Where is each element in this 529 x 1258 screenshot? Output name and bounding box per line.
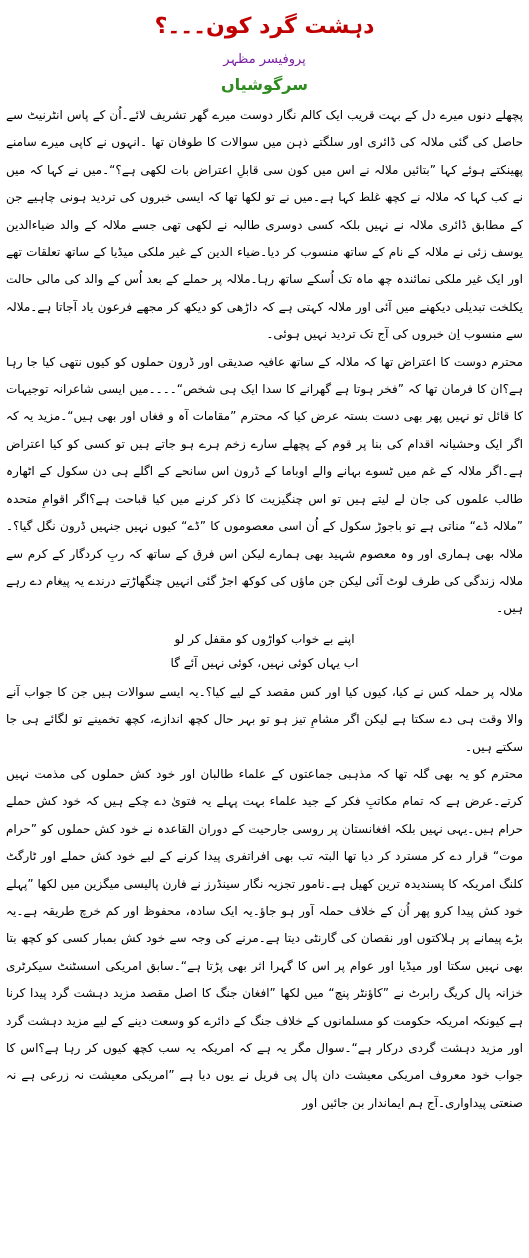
article-paragraph-2: محترم دوست کا اعتراض تھا کہ ملالہ کے ساتھ عافیہ صدیقی اور ڈرون حملوں کو کیوں نتھی کیا جا رہا ہے؟ان کا فرمان تھا کہ ”فخر ہوتا ہے گھرانے کا سدا ایک ہی شخص“۔۔۔۔میں ایسی شاعرانہ توجیہات کا قائل تو نہیں پھر بھی دست بستہ عرض کیا کہ محترم ”مقامات آہ و فغاں اور بھی ہیں“۔مزید یہ کہ اگر ایک وحشیانہ اقدام کی بنا پر قوم کے پچھلے سارے زخم ہرے ہو جاتے ہیں تو کسی کو کیا اعتراض ہے۔اگر ملالہ کے غم میں ٹسوے بہانے والے اوباما کے ڈرون اس سانحے کے اگلے ہی دن سکول کے اٹھارہ طالب علموں کی جان لے لیتے ہیں تو اس چنگیزیت کا ذکر کرنے میں کیا قباحت ہے؟اگر اقوامِ متحدہ ”ملالہ ڈے“ مناتی ہے تو باجوڑ سکول کے اُن اسی معصوموں کا ”ڈے“ کیوں نہیں جنہیں ڈرون نگل گیا؟۔ملالہ بھی ہماری اور وہ معصوم شہید بھی ہمارے لیکن اس فرق کے ساتھ کہ ربِ کردگار کے کرم سے ملالہ زندگی کی طرف لوٹ آئی لیکن جن ماؤں کی کوکھ اجڑ گئی انہیں چنگھاڑتے درندے یہ پیغام دے رہے ہیں۔ bbox=[6, 354, 523, 616]
poem-line-1: اپنے بے خواب کواڑوں کو مقفل کر لو bbox=[174, 631, 355, 646]
article-paragraph-1: پچھلے دنوں میرے دل کے بہت قریب ایک کالم نگار دوست میرے گھر تشریف لائے۔اُن کے پاس انٹرنیٹ سے حاصل کی گئی ملالہ کی ڈائری اور سلگتے ذہن میں سوالات کا طوفان تھا ۔انہوں نے کاپی میرے سامنے پھینکتے ہوئے کہا ”بتائیں ملالہ نے اس میں کون سی قابلِ اعتراض بات لکھی ہے؟“۔میں نے کہا کہ میں نے کب کہا کہ ملالہ نے کچھ غلط کہا ہے۔میں نے تو لکھا تھا کہ ایسی خبروں کی تردید ہونی چاہیے جن کے مطابق ڈائری ملالہ نے نہیں بلکہ کسی دوسری طالبہ نے لکھی تھی جسے ملالہ کے والد ضیاءالدین یوسف زئی نے ملالہ کے نام کے ساتھ منسوب کر دیا۔ضیاء الدین کے غیر ملکی میڈیا کے ساتھ تعلقات تھے اور ایک غیر ملکی نمائندہ چھ ماہ تک اُسکے ساتھ رہا۔ملالہ پر حملے کے بعد اُس کے والد کی مالی حالت یکلخت تبدیلی دیکھنے میں آئی اور ملالہ کہتی ہے کہ داڑھی کو دیکھ کر مجھے فرعون یاد آجاتا ہے۔ملالہ سے منسوب اِن خبروں کی آج تک تردید نہیں ہوئی۔ bbox=[6, 108, 524, 342]
column-name: سرگوشیاں bbox=[221, 75, 308, 94]
article-paragraph-4: محترم کو یہ بھی گلہ تھا کہ مذہبی جماعتوں کے علماء طالبان اور خود کش حملوں کی مذمت نہیں کرتے۔عرض ہے کہ تمام مکاتبِ فکر کے جید علماء بہت پہلے یہ فتویٰ دے چکے ہیں کہ خود کش حملے حرام ہیں۔یہی نہیں بلکہ افغانستان پر روسی جارحیت کے دوران القاعدہ نے خود کش حملوں کو ”حرام موت“ قرار دے کر مسترد کر دیا تھا البتہ تب بھی افراتفری پیدا کرنے کے لیے خود کش حملے اور ٹارگٹ کلنگ امریکہ کا پسندیدہ ترین کھیل ہے۔نامور تجزیہ نگار سینڈرز نے فارن پالیسی میگزین میں لکھا ”پہلے خود کش پیدا کرو پھر اُن کے خلاف حملہ آور ہو جاؤ۔یہ ایک سادہ، محفوظ اور کم خرچ طریقہ ہے۔یہ بڑے پیمانے پر ہلاکتوں اور نقصان کی گارنٹی دیتا ہے۔مرنے کی وجہ سے خود کش بمبار کسی کو کچھ بتا بھی نہیں سکتا اور میڈیا اور عوام پر اس کا گہرا اثر بھی پڑتا ہے“۔سابق امریکی اسسٹنٹ سیکرٹری خزانہ پال کریگ رابرٹ نے ”کاؤنٹر پنچ“ میں لکھا ”افغان جنگ کا اصل مقصد مزید دہشت گرد پیدا کرنا ہے کیونکہ امریکہ حکومت کو مسلمانوں کے خلاف جنگ کے دائرے کو وسعت دینے کے لیے مزید دہشت گرد اور مزید دہشت گردی درکار ہے“۔سوال مگر یہ ہے کہ امریکہ یہ سب کچھ کیوں کر رہا ہے؟اس کا جواب خود معروف امریکی معیشت دان پال پی فریل نے یوں دیا ہے ”امریکی معیشت نہ زرعی ہے نہ صنعتی پیداواری۔آج ہم ایماندار بن جائیں اور bbox=[6, 766, 523, 1110]
poem-line-2: اب یہاں کوئی نہیں، کوئی نہیں آئے گا bbox=[170, 655, 359, 670]
article-paragraph-3: ملالہ پر حملہ کس نے کیا، کیوں کیا اور کس مقصد کے لیے کیا؟۔یہ ایسے سوالات ہیں جن کا جواب آنے والا وقت ہی دے سکتا ہے لیکن اگر مشامِ تیز ہو تو بہر حال کچھ اندازے، کچھ تخمینے تو لگائے ہی جا سکتے ہیں۔ bbox=[6, 684, 523, 754]
author-name: پروفیسر مظہر bbox=[223, 52, 306, 67]
article-title: دہشت گرد کون۔۔۔؟ bbox=[154, 14, 375, 39]
poem-block bbox=[6, 627, 523, 675]
